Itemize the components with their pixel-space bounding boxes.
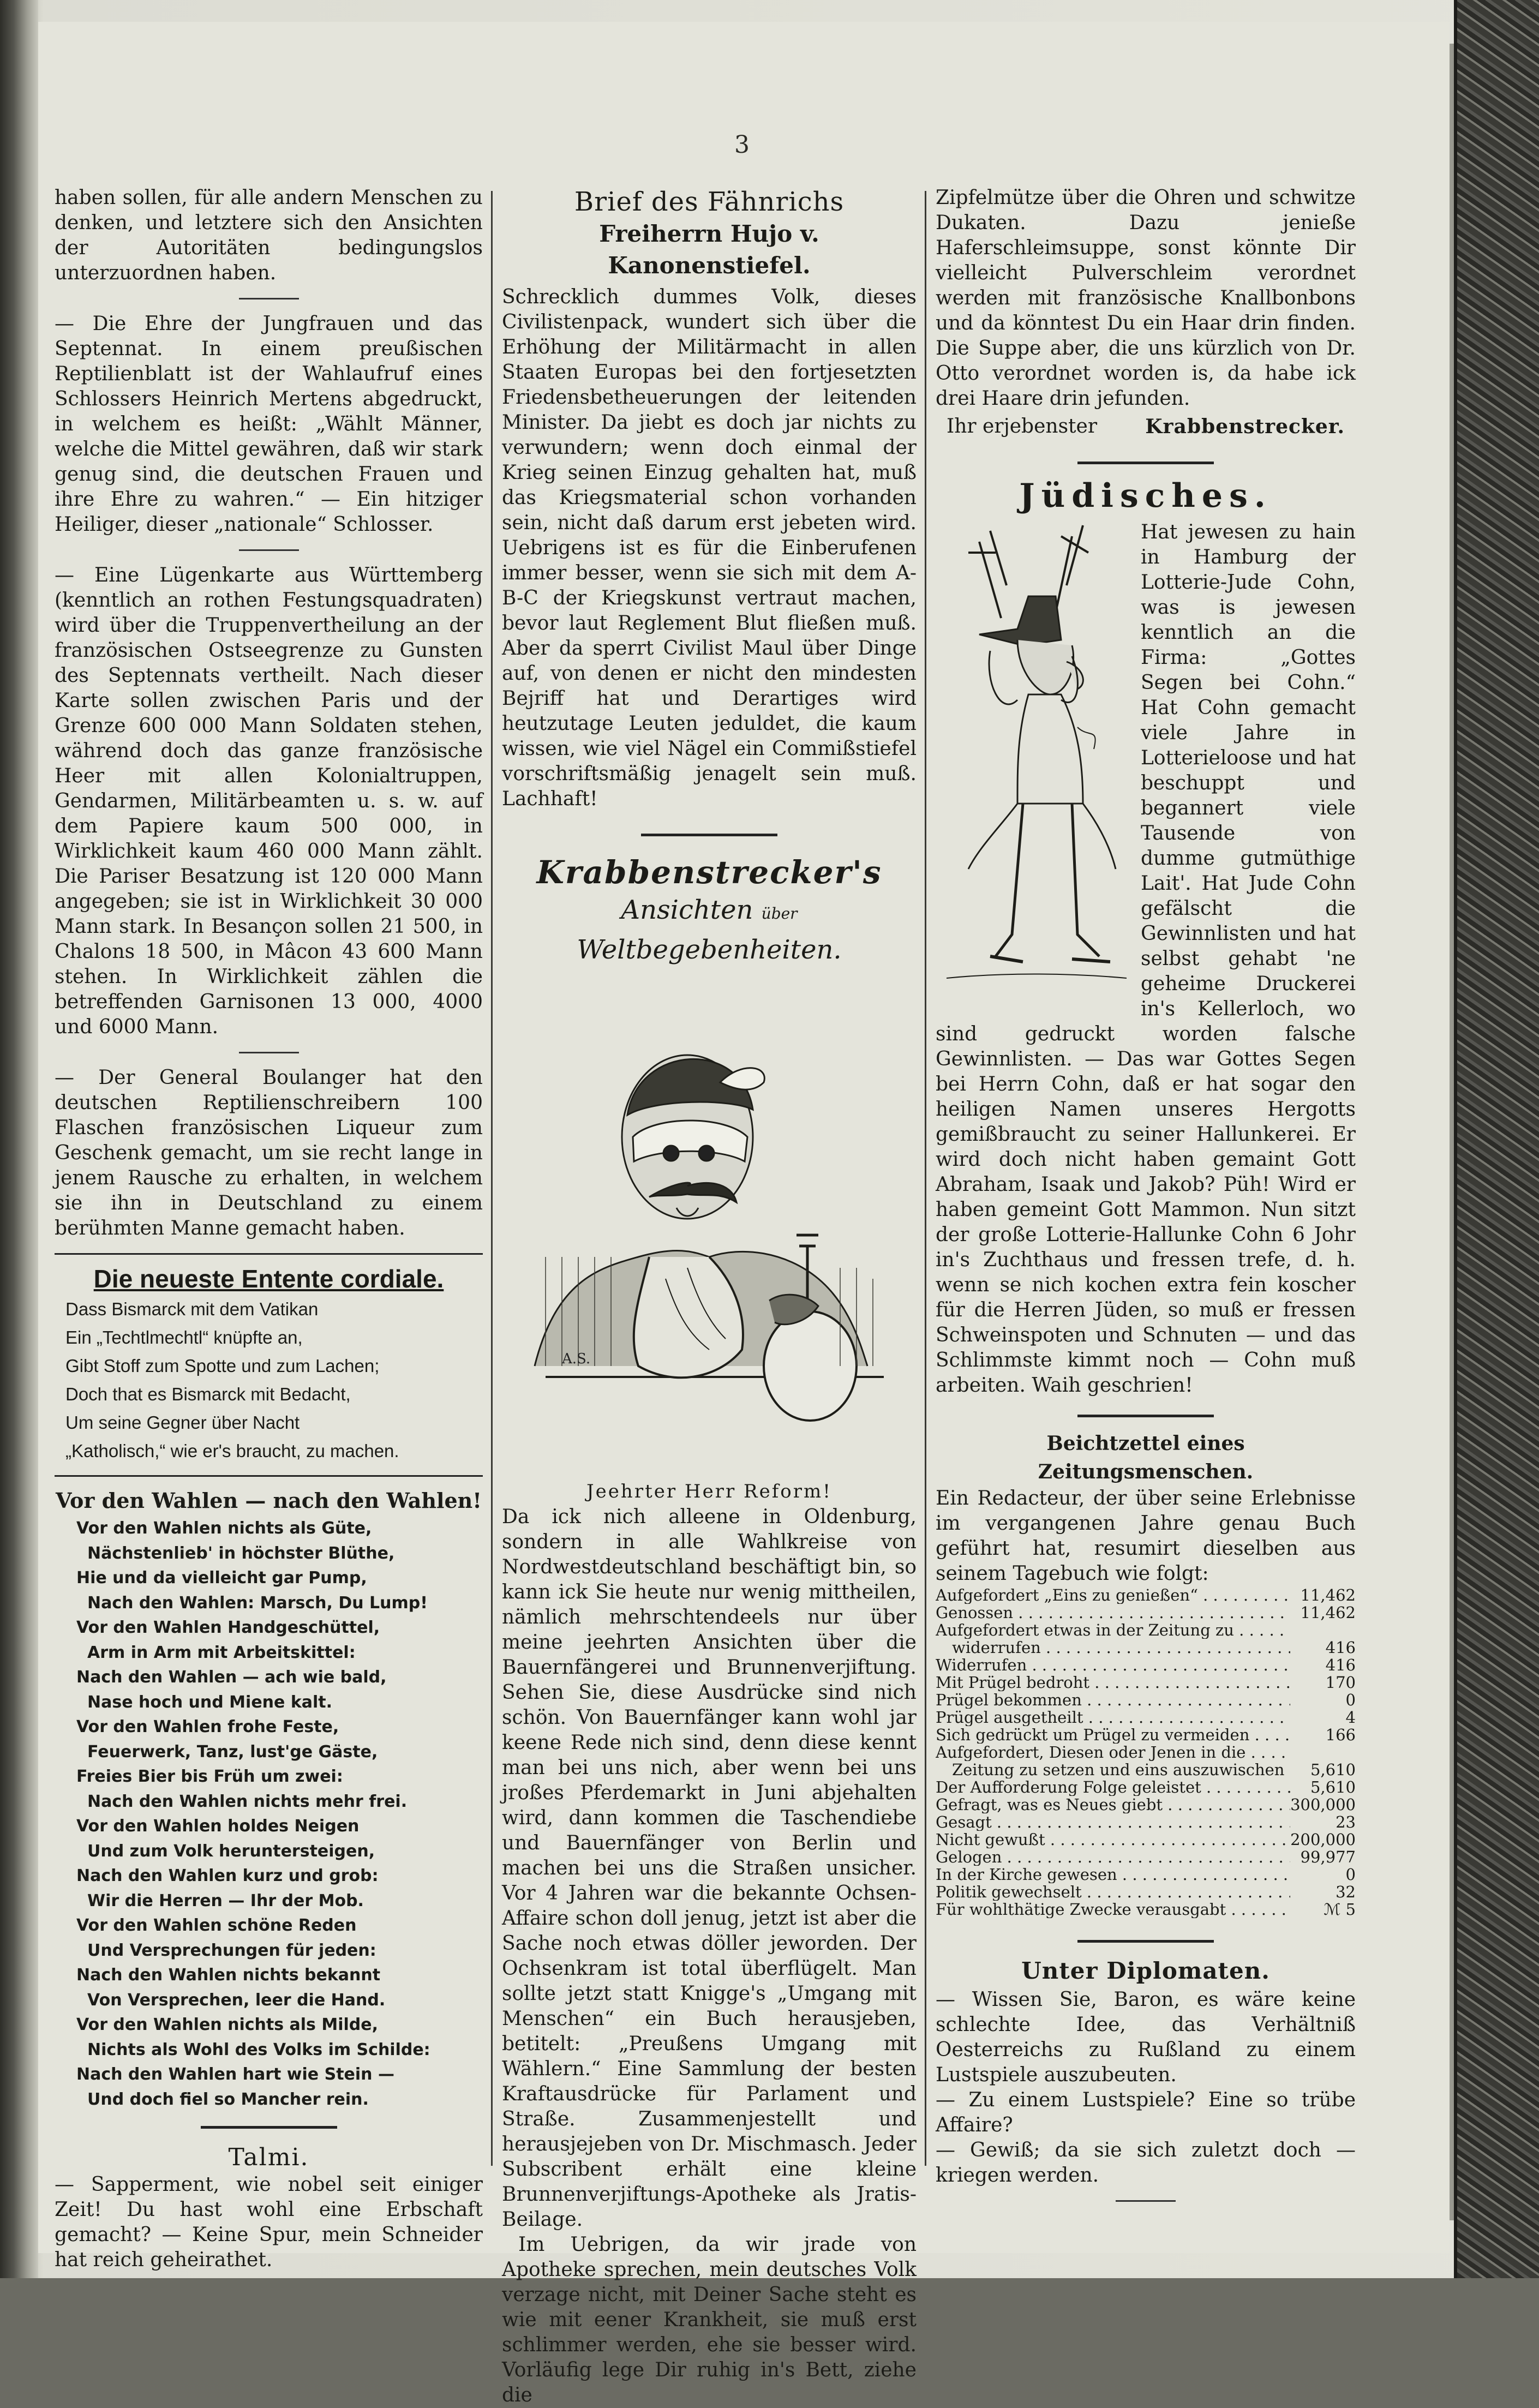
ledger-label: Genossen . . . [936, 1604, 1290, 1621]
poem-line: Vor den Wahlen nichts als Güte, [76, 1519, 372, 1538]
ledger-value: ℳ 5 [1324, 1900, 1356, 1919]
poem-line: Wir die Herren — Ihr der Mob. [87, 1891, 364, 1910]
ledger-label: Aufgefordert, Diesen oder Jenen in die . . . [936, 1744, 1290, 1761]
poem-line: Nase hoch und Miene kalt. [87, 1692, 333, 1712]
ledger-row [936, 1744, 1356, 1761]
juedisches-title: Jüdisches. [1019, 477, 1272, 515]
ledger-label: Nicht gewußt . . . [936, 1831, 1290, 1848]
ledger-value: 11,462 [1300, 1603, 1356, 1622]
poem-line: Vor den Wahlen holdes Neigen [76, 1817, 360, 1836]
beicht-ledger [936, 1586, 1356, 1918]
ledger-row [936, 1621, 1356, 1639]
ledger-label: Für wohlthätige Zwecke verausgabt . . . [936, 1901, 1290, 1918]
ledger-row [936, 1866, 1356, 1883]
ledger-row [936, 1691, 1356, 1709]
column-right [936, 185, 1356, 2214]
talmi-title: Talmi. [228, 2143, 309, 2171]
ledger-value: 23 [1336, 1813, 1356, 1831]
section-rule [55, 1253, 483, 1255]
entente-title: Die neueste Entente cordiale. [93, 1265, 444, 1293]
article-ehre-der-jungfrauen: — Die Ehre der Jungfrauen und das Septennat. In einem preußischen Reptilienblatt ist der Wahlaufruf eines Schlossers Heinrich Mertens abgedruckt, in welchem es heißt: „Wählt Männer, welche die Mittel gewähren, daß wir stark genug sind, die deutschen Frauen und ihre Ehre zu wahren.“ — Ein hitziger Heiliger, dieser „nationale“ Schlosser. [55, 313, 483, 536]
ledger-value: 5,610 [1310, 1760, 1356, 1779]
poem-line: Gibt Stoff zum Spotte und zum Lachen; [65, 1356, 380, 1376]
poem-line: Feuerwerk, Tanz, lust'ge Gäste, [87, 1742, 378, 1762]
caricature-illustration [513, 973, 906, 1475]
closing-signature: Krabbenstrecker. [1145, 415, 1345, 438]
ledger-value: 300,000 [1290, 1795, 1356, 1814]
talmi-text: — Sapperment, wie nobel seit einiger Zeit! Du hast wohl eine Erbschaft gemacht? — Keine Spur, mein Schneider hat reich geheirathet. [55, 2173, 483, 2271]
ledger-value: 416 [1325, 1656, 1356, 1674]
ledger-value: 4 [1345, 1708, 1356, 1727]
krabben-subtitle-part: Ansichten [621, 895, 753, 925]
diplomaten-text: — Wissen Sie, Baron, es wäre keine schlechte Idee, das Verhältniß Oesterreichs zu Rußland zu einem Lustspiele auszubeuten. [936, 1988, 1356, 2086]
ledger-row [936, 1778, 1356, 1796]
ledger-label: In der Kirche gewesen . . . [936, 1866, 1290, 1883]
ledger-row [936, 1709, 1356, 1726]
ledger-row [936, 1831, 1356, 1848]
ledger-row [936, 1674, 1356, 1691]
letter-text-continued: Im Uebrigen, da wir jrade von Apotheke sprechen, mein deutsches Volk verzage nicht, mit Deiner Sache steht es wie mit eener Krankheit, sie muß erst schlimmer werden, ehe sie besser wird. Vorläufig lege Dir ruhig in's Bett, ziehe die [502, 2233, 917, 2406]
separator [641, 834, 777, 836]
cohn-caricature-illustration [936, 520, 1132, 1011]
diplomaten-text: — Gewiß; da sie sich zuletzt doch — kriegen werden. [936, 2139, 1356, 2187]
poem-line: Nach den Wahlen nichts mehr frei. [87, 1792, 408, 1811]
ledger-value: 416 [1325, 1638, 1356, 1657]
ledger-row [936, 1761, 1356, 1778]
separator [201, 2126, 337, 2129]
illustration-signature: A.S. [562, 1351, 591, 1367]
separator [1077, 1940, 1214, 1943]
article-boulanger: — Der General Boulanger hat den deutschen Reptilienschreibern 100 Flaschen französischen Liqueur zum Geschenk gemacht, um sie recht lange in jenem Rausche zu erhalten, in welchem sie ihn in Deutschland zu einem berühmten Manne gemacht haben. [55, 1067, 483, 1239]
poem-line: Von Versprechen, leer die Hand. [87, 1990, 386, 2010]
separator [1077, 462, 1214, 464]
column-rule-2 [925, 191, 926, 2166]
ledger-row [936, 1901, 1356, 1918]
brief-subtitle: Freiherrn Hujo v. Kanonenstiefel. [599, 220, 819, 279]
poem-line: Vor den Wahlen Handgeschüttel, [76, 1618, 380, 1637]
poem-line: Um seine Gegner über Nacht [65, 1412, 300, 1433]
newspaper-page [38, 22, 1450, 2406]
ledger-value: 5,610 [1310, 1778, 1356, 1796]
ledger-label: Aufgefordert „Eins zu genießen“ . . . [936, 1586, 1290, 1604]
poem-line: Dass Bismarck mit dem Vatikan [65, 1299, 319, 1319]
ledger-value: 166 [1325, 1726, 1356, 1744]
beicht-title: Beichtzettel eines Zeitungsmenschen. [1038, 1432, 1254, 1483]
poem-line: Nach den Wahlen — ach wie bald, [76, 1668, 387, 1687]
ledger-value: 99,977 [1300, 1848, 1356, 1866]
separator [239, 549, 299, 551]
closing-phrase: Ihr erjebenster [947, 415, 1098, 438]
beicht-intro: Ein Redacteur, der über seine Erlebnisse im vergangenen Jahre genau Buch geführt hat, resumirt dieselben aus seinem Tagebuch wie folgt: [936, 1487, 1356, 1585]
article-luegenkarte: — Eine Lügenkarte aus Württemberg (kenntlich an rothen Festungsquadraten) wird über die Truppenvertheilung an der französischen Ostseegrenze zu Gunsten des Septennats vertheilt. Nach dieser Karte sollen zwischen Paris und der Grenze 600 000 Mann Soldaten stehen, während doch das ganze französische Heer mit allen Kolonialtruppen, Gendarmen, Militärbeamten u. s. w. auf dem Papiere kaum 500 000, in Wirklichkeit kaum 460 000 Mann zählt. Die Pariser Besatzung ist 120 000 Mann angegeben; sie ist in Wirklichkeit 30 000 Mann stark. In Besançon sollen 21 500, in Chalons 18 500, in Mâcon 43 600 Mann stehen. In Wirklichkeit zählen die betreffenden Garnisonen 13 000, 4000 und 6000 Mann. [55, 564, 483, 1038]
brief-text: Schrecklich dummes Volk, dieses Civilistenpack, wundert sich über die Erhöhung der Militärmacht in allen Staaten Europas bei den fortjesetzten Friedensbetheuerungen der leitenden Minister. Da jiebt es doch jar nichts zu verwundern; wenn doch einmal der Krieg seinen Einzug gehalten hat, muß das Kriegsmaterial schon vorhanden sein, nicht daß darum erst jebeten wird. Uebrigens ist es für die Einberufenen immer besser, wenn sie sich mit dem A-B-C der Kriegskunst vertraut machen, bevor laut Reglement Blut fließen muß. Aber da sperrt Civilist Maul über Dinge auf, von denen er nicht den mindesten Bejriff hat und Derartiges wird heutzutage Leuten jeduldet, die kaum wissen, wie viel Nägel ein Commißstiefel vorschriftsmäßig jenagelt sein muß. Lachhaft! [502, 286, 917, 810]
poem-line: „Katholisch,“ wie er's braucht, zu machen. [65, 1441, 399, 1461]
poem-line: Nach den Wahlen kurz und grob: [76, 1866, 379, 1885]
letter-text: Da ick nich alleene in Oldenburg, sondern in alle Wahlkreise von Nordwestdeutschland beschäftigt bin, so kann ick Sie heute nur wenig mittheilen, nämlich mehrschtendeels nur über meine jeehrten Ansichten über die Bauernfängerei und Brunnenverjiftung. Sehen Sie, diese Ausdrücke sind nich schön. Von Bauernfänger kann wohl jar keene Rede nich sind, denn diese kennt man bei uns nich, aber wenn bei uns jroßes Pferdemarkt in Juni abjehalten wird, dann kommen die Taschendiebe und Bauernfänger von Berlin und machen bei uns die Straßen unsicher. Vor 4 Jahren war die bekannte Ochsen-Affaire schon doll jenug, jetzt ist aber die Sache noch etwas döller jeworden. Der Ochsenkram ist total überflügelt. Man sollte jetzt statt Knigge's „Umgang mit Menschen“ ein Buch herausjeben, betitelt: „Preußens Umgang mit Wählern.“ Eine Sammlung der besten Kraftausdrücke für Parlament und Straße. Zusammenjestellt und herausjejeben von Dr. Mischmasch. Jeder Subscribent erhält eine kleine Brunnenverjiftungs-Apotheke als Jratis-Beilage. [502, 1506, 917, 2231]
ledger-value: 11,462 [1300, 1586, 1356, 1604]
diplomaten-title: Unter Diplomaten. [1021, 1957, 1270, 1984]
wahlen-poem [55, 1516, 483, 2112]
column-left [55, 185, 483, 2273]
ledger-value: 170 [1325, 1673, 1356, 1692]
poem-line: Nach den Wahlen hart wie Stein — [76, 2065, 394, 2084]
ledger-value: 32 [1336, 1883, 1356, 1901]
book-gutter [0, 0, 38, 2278]
poem-line: Vor den Wahlen nichts als Milde, [76, 2015, 378, 2034]
krabben-subtitle [502, 892, 917, 968]
ledger-label: Politik gewechselt . . . [936, 1883, 1290, 1901]
krabben-title: Krabbenstrecker's [536, 854, 882, 891]
poem-line: Nach den Wahlen: Marsch, Du Lump! [87, 1593, 428, 1613]
ledger-row [936, 1883, 1356, 1901]
separator [239, 1052, 299, 1053]
ledger-value: 0 [1345, 1691, 1356, 1709]
poem-line: Vor den Wahlen schöne Reden [76, 1916, 357, 1935]
ledger-value: 0 [1345, 1865, 1356, 1884]
ledger-value: 200,000 [1290, 1830, 1356, 1849]
ledger-label: Der Aufforderung Folge geleistet . . . [936, 1778, 1290, 1796]
ledger-label: Sich gedrückt um Prügel zu vermeiden . . . [936, 1726, 1290, 1744]
separator [1077, 1415, 1214, 1417]
diplomaten-text: — Zu einem Lustspiele? Eine so trübe Affaire? [936, 2089, 1356, 2136]
ledger-label: Gesagt . . . [936, 1813, 1290, 1831]
poem-line: Doch that es Bismarck mit Bedacht, [65, 1384, 351, 1404]
poem-line: Nächstenlieb' in höchster Blüthe, [87, 1543, 395, 1563]
ledger-label: Aufgefordert etwas in der Zeitung zu . . . [936, 1621, 1290, 1639]
letter-salutation: Jeehrter Herr Reform! [586, 1481, 832, 1502]
poem-line: Und zum Volk heruntersteigen, [87, 1841, 375, 1861]
section-rule [55, 1475, 483, 1477]
poem-line: Freies Bier bis Früh um zwei: [76, 1767, 343, 1786]
ledger-row [936, 1639, 1356, 1656]
entente-poem [55, 1295, 483, 1465]
separator [239, 298, 299, 299]
ledger-label: widerrufen . . . [952, 1639, 1290, 1656]
krabben-subtitle-part: Weltbegebenheiten. [577, 935, 842, 965]
poem-line: Arm in Arm mit Arbeitskittel: [87, 1643, 356, 1662]
poem-line: Ein „Techtlmechtl“ knüpfte an, [65, 1327, 303, 1347]
letter-continuation: Zipfelmütze über die Ohren und schwitze Dukaten. Dazu jenieße Haferschleimsuppe, sonst könnte Dir vielleicht Pulverschleim verordnet werden mit französische Knallbonbons und da könntest Du ein Haar drin finden. Die Suppe aber, die uns kürzlich von Dr. Otto verordnet worden is, da habe ick drei Haare drin jefunden. [936, 187, 1356, 410]
ledger-row [936, 1848, 1356, 1866]
article-continuation: haben sollen, für alle andern Menschen zu denken, und letztere sich den Ansichten der Autoritäten bedingungslos unterzuordnen haben. [55, 187, 483, 284]
poem-line: Vor den Wahlen frohe Feste, [76, 1717, 339, 1736]
wahlen-title: Vor den Wahlen — nach den Wahlen! [56, 1488, 482, 1513]
brief-title: Brief des Fähnrichs [574, 187, 845, 217]
ledger-row [936, 1604, 1356, 1621]
krabben-subtitle-part: über [761, 905, 798, 923]
ledger-row [936, 1796, 1356, 1813]
poem-line: Nach den Wahlen nichts bekannt [76, 1966, 381, 1985]
poem-line: Und Versprechungen für jeden: [87, 1940, 376, 1960]
poem-line: Hie und da vielleicht gar Pump, [76, 1568, 367, 1588]
ledger-label: Zeitung zu setzen und eins auszuwischen . . . [952, 1761, 1290, 1778]
poem-line: Und doch fiel so Mancher rein. [87, 2089, 369, 2109]
letter-closing [936, 411, 1356, 442]
ledger-row [936, 1656, 1356, 1674]
column-rule-1 [491, 191, 493, 2166]
ledger-label: Gefragt, was es Neues giebt . . . [936, 1796, 1290, 1813]
ledger-row [936, 1726, 1356, 1744]
ledger-label: Prügel bekommen . . . [936, 1691, 1290, 1709]
ledger-label: Mit Prügel bedroht . . . [936, 1674, 1290, 1691]
juedisches-text: Hat jewesen zu hain in Hamburg der Lotterie-Jude Cohn, was is jewesen kenntlich an die Firma: „Gottes Segen bei Cohn.“ Hat Cohn gemacht viele Jahre in Lotterieloose und hat beschuppt und begannert viele Tausende von dumme gutmüthige Lait'. Hat Jude Cohn gefälscht die Gewinnlisten und hat selbst gehabt 'ne geheime Druckerei in's Kellerloch, wo sind gedruckt worden falsche Gewinnlisten. — Das war Gottes Segen bei Herrn Cohn, daß er hat sogar den heiligen Namen unseres Hergotts gemißbraucht zu seiner Hallunkerei. Er wird doch nicht haben gemaint Gott Abraham, Isaak und Jakob? Püh! Wird er haben gemeint Gott Mammon. Nun sitzt der große Lotterie-Hallunke Cohn 6 Johr in's Zuchthaus und fressen trefe, d. h. wenn se nich kochen extra fein koscher für die Herren Jüden, so muß er fressen Schweinspoten und Schnuten — und das Schlimmste kimmt noch — Cohn muß arbeiten. Waih geschrien! [936, 521, 1356, 1397]
ledger-label: Gelogen . . . [936, 1848, 1290, 1866]
column-middle [502, 185, 917, 2408]
poem-line: Nichts als Wohl des Volks im Schilde: [87, 2040, 430, 2059]
marbled-cover [1454, 0, 1539, 2278]
page-number: 3 [734, 131, 750, 159]
ledger-label: Widerrufen . . . [936, 1656, 1290, 1674]
ledger-row [936, 1813, 1356, 1831]
ledger-label: Prügel ausgetheilt . . . [936, 1709, 1290, 1726]
ledger-row [936, 1586, 1356, 1604]
separator [1116, 2200, 1176, 2202]
